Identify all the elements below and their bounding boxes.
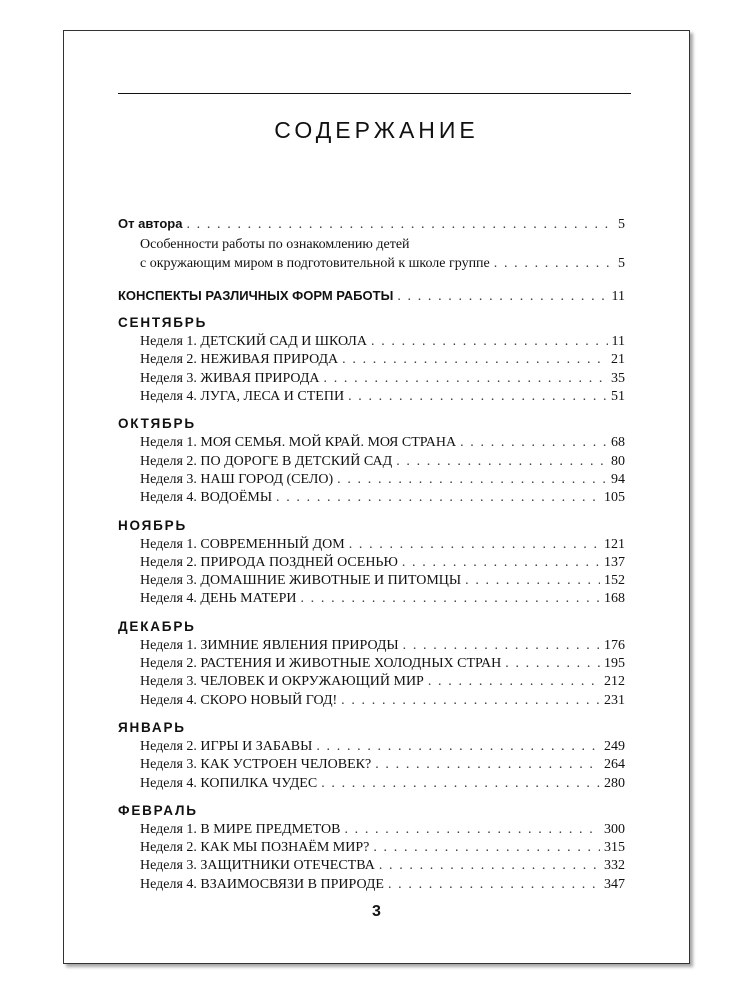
toc-entry-label: Неделя 4. ВЗАИМОСВЯЗИ В ПРИРОДЕ — [140, 876, 384, 892]
toc-entry-page: 68 — [611, 435, 625, 451]
toc-entry-page: 280 — [604, 775, 625, 791]
toc-entry-label: Неделя 2. ПРИРОДА ПОЗДНЕЙ ОСЕНЬЮ — [140, 554, 398, 570]
toc-entry-label: Неделя 3. ЧЕЛОВЕК И ОКРУЖАЮЩИЙ МИР — [140, 674, 424, 690]
section-heading: НОЯБРЬ — [118, 517, 187, 533]
toc-entry[interactable] — [118, 489, 625, 507]
toc-entry-page: 21 — [611, 352, 625, 368]
toc-entry[interactable] — [118, 388, 625, 406]
toc-entry-label: Неделя 1. МОЯ СЕМЬЯ. МОЙ КРАЙ. МОЯ СТРАНА — [140, 435, 457, 451]
leader-dots — [186, 216, 614, 234]
toc-entry-label: Неделя 2. КАК МЫ ПОЗНАЁМ МИР? — [140, 840, 370, 856]
section-heading: СЕНТЯБРЬ — [118, 315, 208, 331]
toc-entry[interactable] — [118, 775, 625, 793]
toc-sections — [118, 313, 625, 894]
leader-dots — [505, 655, 600, 673]
toc-entry-page: 80 — [611, 453, 625, 469]
toc-entry-page: 347 — [604, 876, 625, 892]
toc-entry-page: 152 — [604, 573, 625, 589]
leader-dots — [337, 471, 607, 489]
toc-entry-page: 168 — [604, 591, 625, 607]
top-rule — [118, 93, 631, 94]
toc-entry-page: 5 — [618, 255, 625, 271]
leader-dots — [396, 453, 607, 471]
toc-entry-label: Неделя 1. СОВРЕМЕННЫЙ ДОМ — [140, 536, 345, 552]
toc-entry-label: Неделя 2. РАСТЕНИЯ И ЖИВОТНЫЕ ХОЛОДНЫХ СТРАН — [140, 656, 502, 672]
toc-entry-page: 264 — [604, 757, 625, 773]
toc-entry[interactable] — [118, 554, 625, 572]
page-title: СОДЕРЖАНИЕ — [274, 117, 479, 143]
spacer — [118, 273, 625, 287]
leader-dots — [388, 876, 600, 894]
toc-entry-page: 195 — [604, 656, 625, 672]
section-heading: ЯНВАРЬ — [118, 719, 186, 735]
toc-entry-label: Неделя 4. ДЕНЬ МАТЕРИ — [140, 591, 297, 607]
toc-entry[interactable] — [118, 536, 625, 554]
leader-dots — [276, 489, 600, 507]
toc-entry-page: 137 — [604, 554, 625, 570]
toc-entry-page: 176 — [604, 637, 625, 653]
toc-entry-page: 51 — [611, 389, 625, 405]
toc-entry-page: 249 — [604, 738, 625, 754]
toc-entry-label: Неделя 3. КАК УСТРОЕН ЧЕЛОВЕК? — [140, 757, 372, 773]
toc-entry[interactable] — [118, 692, 625, 710]
leader-dots — [373, 839, 600, 857]
toc-entry-page: 5 — [618, 217, 625, 232]
toc-entry-page: 35 — [611, 370, 625, 386]
section-heading: ДЕКАБРЬ — [118, 618, 196, 634]
leader-dots — [324, 370, 608, 388]
leader-dots — [379, 857, 600, 875]
toc-entry-label: КОНСПЕКТЫ РАЗЛИЧНЫХ ФОРМ РАБОТЫ — [118, 287, 394, 303]
leader-dots — [402, 554, 600, 572]
toc-entry-author[interactable] — [118, 215, 625, 233]
toc-entry-label: Неделя 4. ЛУГА, ЛЕСА И СТЕПИ — [140, 389, 345, 405]
section-heading: ОКТЯБРЬ — [118, 416, 196, 432]
toc-entry-label: с окружающим миром в подготовительной к школе группе — [140, 255, 490, 271]
toc-entry-label: Неделя 4. ВОДОЁМЫ — [140, 490, 273, 506]
toc-entry-label: От автора — [118, 216, 183, 231]
toc-entry-label: Неделя 4. СКОРО НОВЫЙ ГОД! — [140, 692, 338, 708]
page-number: 3 — [372, 903, 381, 920]
leader-dots — [316, 738, 600, 756]
toc-entry[interactable] — [118, 738, 625, 756]
toc-entry-label: Неделя 3. ЗАЩИТНИКИ ОТЕЧЕСТВА — [140, 858, 375, 874]
leader-dots — [428, 673, 600, 691]
leader-dots — [341, 692, 600, 710]
leader-dots — [344, 821, 600, 839]
book-page — [63, 30, 690, 964]
leader-dots — [375, 756, 600, 774]
leader-dots — [371, 333, 608, 351]
toc-entry[interactable] — [118, 857, 625, 875]
toc-entry-page: 94 — [611, 471, 625, 487]
toc-entry[interactable] — [118, 655, 625, 673]
toc-entry-page: 315 — [604, 840, 625, 856]
toc-entry[interactable] — [118, 370, 625, 388]
toc-entry[interactable] — [118, 453, 625, 471]
toc-entry-page: 300 — [604, 821, 625, 837]
leader-dots — [460, 434, 607, 452]
toc-entry[interactable] — [118, 590, 625, 608]
toc-entry-label: Неделя 4. КОПИЛКА ЧУДЕС — [140, 775, 318, 791]
toc-entry[interactable] — [118, 333, 625, 351]
toc-entry-page: 11 — [611, 334, 625, 350]
toc-entry-features-line1: Особенности работы по ознакомлению детей — [140, 237, 410, 253]
toc-entry-label: Неделя 2. ПО ДОРОГЕ В ДЕТСКИЙ САД — [140, 453, 393, 469]
toc-entry[interactable] — [118, 821, 625, 839]
toc-entry[interactable] — [118, 434, 625, 452]
toc-entry[interactable] — [118, 637, 625, 655]
toc-entry[interactable] — [118, 673, 625, 691]
toc-entry-page: 212 — [604, 674, 625, 690]
toc-entry[interactable] — [118, 839, 625, 857]
toc-entry-page: 231 — [604, 692, 625, 708]
leader-dots — [321, 775, 600, 793]
toc-entry[interactable] — [118, 351, 625, 369]
leader-dots — [349, 536, 600, 554]
toc-entry-features[interactable] — [118, 255, 625, 273]
toc-entry-label: Неделя 3. ДОМАШНИЕ ЖИВОТНЫЕ И ПИТОМЦЫ — [140, 573, 462, 589]
table-of-contents — [118, 215, 625, 894]
leader-dots — [397, 288, 607, 306]
leader-dots — [465, 572, 600, 590]
toc-entry-page: 105 — [604, 490, 625, 506]
toc-entry-label: Неделя 1. В МИРЕ ПРЕДМЕТОВ — [140, 821, 341, 837]
toc-entry[interactable] — [118, 471, 625, 489]
toc-entry[interactable] — [118, 876, 625, 894]
toc-entry-label: Неделя 2. НЕЖИВАЯ ПРИРОДА — [140, 352, 339, 368]
toc-entry-page: 121 — [604, 536, 625, 552]
leader-dots — [300, 590, 600, 608]
toc-entry-page: 332 — [604, 858, 625, 874]
toc-entry[interactable] — [118, 756, 625, 774]
toc-entry-page: 11 — [611, 288, 625, 304]
toc-entry-forms[interactable] — [118, 287, 625, 305]
toc-entry-label: Неделя 1. ЗИМНИЕ ЯВЛЕНИЯ ПРИРОДЫ — [140, 637, 399, 653]
leader-dots — [403, 637, 600, 655]
toc-entry[interactable] — [118, 572, 625, 590]
toc-entry-label: Неделя 3. НАШ ГОРОД (СЕЛО) — [140, 471, 334, 487]
leader-dots — [342, 351, 607, 369]
section-heading: ФЕВРАЛЬ — [118, 802, 198, 818]
toc-entry-label: Неделя 3. ЖИВАЯ ПРИРОДА — [140, 370, 320, 386]
leader-dots — [348, 388, 607, 406]
leader-dots — [494, 255, 614, 273]
toc-entry-label: Неделя 1. ДЕТСКИЙ САД И ШКОЛА — [140, 334, 367, 350]
toc-entry-label: Неделя 2. ИГРЫ И ЗАБАВЫ — [140, 738, 313, 754]
